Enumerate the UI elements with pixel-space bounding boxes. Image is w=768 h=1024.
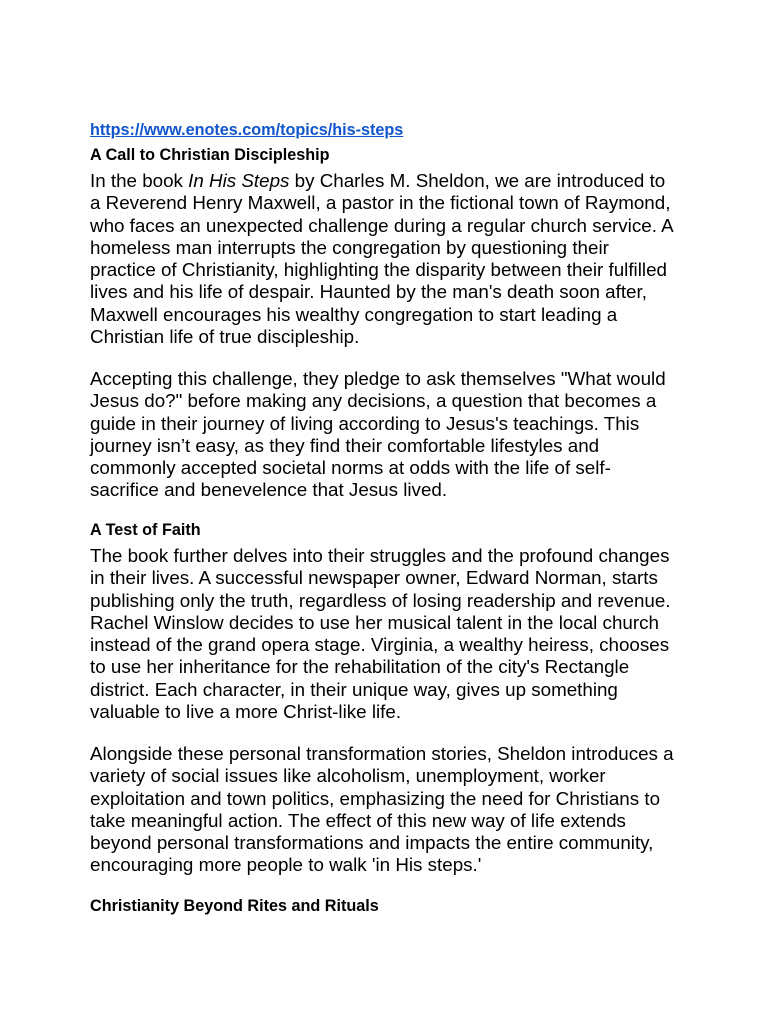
text-segment: In the book [90,170,189,191]
section-heading: A Test of Faith [90,521,201,539]
section-heading: A Call to Christian Discipleship [90,146,330,164]
text-line: sacrifice and benevelence that Jesus lived. [90,479,448,501]
paragraph [90,545,671,723]
text-line: Maxwell encourages his wealthy congregation to start leading a [90,303,618,325]
text-line: beyond personal transformations and impacts the entire community, [90,832,654,854]
text-line: variety of social issues like alcoholism, unemployment, worker [90,765,606,787]
text-line: Accepting this challenge, they pledge to ask themselves "What would [90,368,666,389]
book-title: In His Steps [188,170,290,191]
text-line: The book further delves into their struggles and the profound changes [90,545,670,566]
text-line: lives and his life of despair. Haunted by the man's death soon after, [90,281,647,303]
text-line: guide in their journey of living according to Jesus's teachings. This [90,412,640,434]
section-heading: Christianity Beyond Rites and Rituals [90,897,379,915]
text-line: Christian life of true discipleship. [90,326,360,348]
paragraph [90,170,674,348]
text-line [90,170,674,192]
text-line: take meaningful action. The effect of this new way of life extends [90,809,626,831]
text-line: Alongside these personal transformation stories, Sheldon introduces a [90,743,674,764]
text-line: who faces an unexpected challenge during a regular church service. A [90,214,674,236]
text-line: instead of the grand opera stage. Virginia, a wealthy heiress, chooses [90,634,670,656]
text-line: commonly accepted societal norms at odds with the life of self- [90,457,611,479]
paragraph [90,743,674,877]
paragraph [90,368,666,502]
text-line: practice of Christianity, highlighting the disparity between their fulfilled [90,259,667,281]
text-line: Rachel Winslow decides to use her musical talent in the local church [90,611,659,633]
text-line: journey isn’t easy, as they find their comfortable lifestyles and [90,434,600,456]
text-line: a Reverend Henry Maxwell, a pastor in the fictional town of Raymond, [90,192,671,214]
text-line: in their lives. A successful newspaper owner, Edward Norman, starts [90,567,658,589]
text-line: encouraging more people to walk 'in His steps.' [90,854,482,876]
text-line: homeless man interrupts the congregation by questioning their [90,236,609,258]
source-link[interactable]: https://www.enotes.com/topics/his-steps [90,121,404,139]
text-segment: by Charles M. Sheldon, we are introduced to [289,170,666,191]
text-line: district. Each character, in their unique way, gives up something [90,678,618,700]
text-line: publishing only the truth, regardless of losing readership and revenue. [90,589,671,611]
text-line: to use her inheritance for the rehabilitation of the city's Rectangle [90,656,630,678]
text-line: exploitation and town politics, emphasizing the need for Christians to [90,787,661,809]
text-line: valuable to live a more Christ-like life. [90,701,402,723]
text-line: Jesus do?" before making any decisions, a question that becomes a [90,390,657,412]
